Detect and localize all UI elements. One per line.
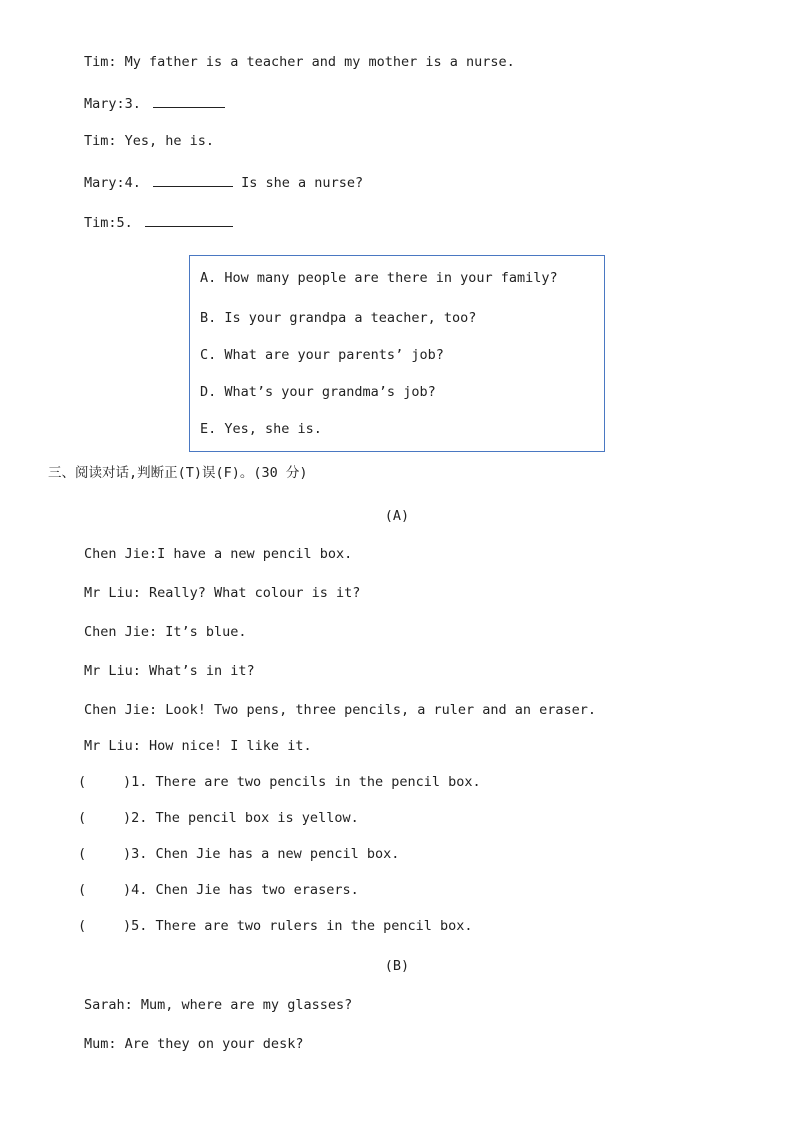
tf-question-3: )3. Chen Jie has a new pencil box.	[123, 846, 400, 862]
speaker: Mary:	[84, 175, 125, 191]
passage-a-line: Mr Liu: Really? What colour is it?	[84, 585, 361, 601]
line-text: 4.	[124, 175, 150, 191]
passage-a-line: Chen Jie: Look! Two pens, three pencils, a ruler and an eraser.	[84, 702, 597, 718]
passage-a-label: (A)	[384, 508, 410, 524]
passage-a-line: Chen Jie: It’s blue.	[84, 624, 247, 640]
option-b: B. Is your grandpa a teacher, too?	[200, 310, 477, 326]
passage-b-line: Sarah: Mum, where are my glasses?	[84, 997, 353, 1013]
answer-paren-open[interactable]: (	[78, 810, 87, 826]
passage-b-line: Mum: Are they on your desk?	[84, 1036, 304, 1052]
answer-paren-open[interactable]: (	[78, 882, 87, 898]
answer-blank-3[interactable]	[153, 93, 225, 108]
dialogue-line-3	[84, 132, 214, 150]
speaker: Tim:	[84, 54, 117, 70]
tf-question-5: )5. There are two rulers in the pencil box.	[123, 918, 473, 934]
dialogue-line-5	[84, 212, 233, 232]
speaker: Tim:	[84, 215, 117, 231]
line-text: 3.	[124, 96, 150, 112]
answer-paren-open[interactable]: (	[78, 774, 87, 790]
line-text-after-blank: Is she a nurse?	[233, 175, 364, 191]
answer-paren-open[interactable]: (	[78, 918, 87, 934]
answer-blank-5[interactable]	[145, 212, 233, 227]
answer-blank-4[interactable]	[153, 172, 233, 187]
passage-b-label: (B)	[384, 958, 410, 974]
tf-question-1: )1. There are two pencils in the pencil box.	[123, 774, 481, 790]
passage-a-line: Mr Liu: What’s in it?	[84, 663, 255, 679]
dialogue-line-1	[84, 53, 515, 71]
line-text: 5.	[116, 215, 141, 231]
passage-a-line: Mr Liu: How nice! I like it.	[84, 738, 312, 754]
option-a: A. How many people are there in your family?	[200, 270, 558, 286]
speaker: Tim:	[84, 133, 117, 149]
option-c: C. What are your parents’ job?	[200, 347, 444, 363]
tf-question-4: )4. Chen Jie has two erasers.	[123, 882, 359, 898]
answer-paren-open[interactable]: (	[78, 846, 87, 862]
line-text: Yes, he is.	[116, 133, 215, 149]
line-text: My father is a teacher and my mother is a nurse.	[116, 54, 515, 70]
dialogue-line-4	[84, 172, 363, 192]
speaker: Mary:	[84, 96, 125, 112]
dialogue-line-2	[84, 93, 225, 113]
tf-question-2: )2. The pencil box is yellow.	[123, 810, 359, 826]
option-e: E. Yes, she is.	[200, 421, 322, 437]
option-d: D. What’s your grandma’s job?	[200, 384, 436, 400]
passage-a-line: Chen Jie:I have a new pencil box.	[84, 546, 353, 562]
section-title: 三、阅读对话,判断正(T)误(F)。(30 分)	[48, 465, 308, 481]
